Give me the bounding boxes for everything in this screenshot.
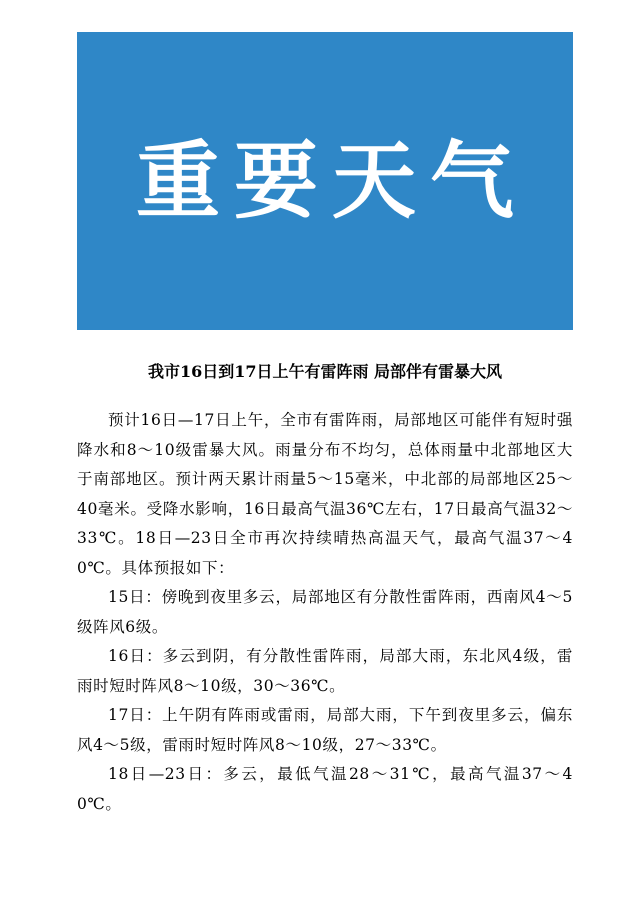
article-headline: 我市16日到17日上午有雷阵雨 局部伴有雷暴大风 xyxy=(147,362,503,381)
title-banner xyxy=(77,32,573,330)
banner-title: 重要天气 xyxy=(135,132,528,230)
paragraph-day-16: 16日：多云到阴，有分散性雷阵雨，局部大雨，东北风4级，雷雨时短时阵风8～10级，30～36℃。 xyxy=(77,647,573,695)
paragraph-day-17: 17日：上午阴有阵雨或雷雨，局部大雨，下午到夜里多云，偏东风4～5级，雷雨时短时阵风8～10级，27～33℃。 xyxy=(77,706,573,754)
paragraph-overview: 预计16日—17日上午，全市有雷阵雨，局部地区可能伴有短时强降水和8～10级雷暴大风。雨量分布不均匀，总体雨量中北部地区大于南部地区。预计两天累计雨量5～15毫米，中北部的局部地区25～40毫米。受降水影响，16日最高气温36℃左右，17日最高气温32～33℃。18日—23日全市再次持续晴热高温天气，最高气温37～40℃。具体预报如下： xyxy=(77,411,573,577)
article-body xyxy=(77,406,573,819)
paragraph-day-15: 15日：傍晚到夜里多云，局部地区有分散性雷阵雨，西南风4～5级阵风6级。 xyxy=(77,588,573,636)
paragraph-day-18-23: 18日—23日：多云，最低气温28～31℃，最高气温37～40℃。 xyxy=(77,765,573,813)
